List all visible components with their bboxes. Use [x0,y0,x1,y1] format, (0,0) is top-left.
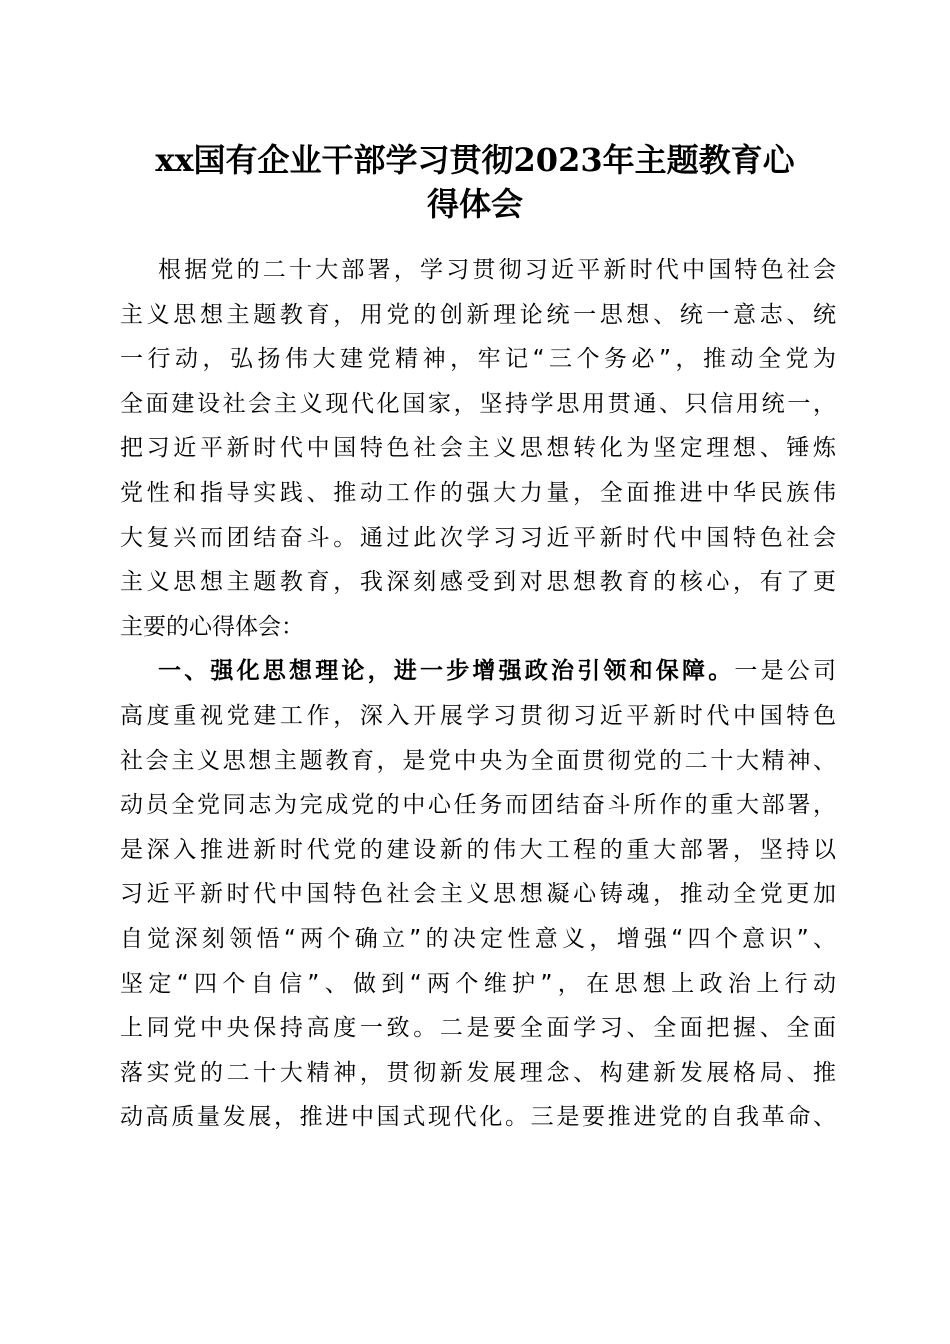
text-line: 是深入推进新时代党的建设新的伟大工程的重大部署，坚持以 [120,836,836,863]
text-line: 高度重视党建工作，深入开展学习贯彻习近平新时代中国特色 [120,702,836,729]
text-line: 上同党中央保持高度一致。二是要全面学习、全面把握、全面 [120,1015,836,1042]
document-body [120,248,836,1140]
paragraph-section-1 [120,649,836,1140]
text-line: 主义思想主题教育，用党的创新理论统一思想、统一意志、统 [120,301,836,328]
section-heading: 一、强化思想理论，进一步增强政治引领和保障。 [158,658,735,685]
text-line: 社会主义思想主题教育，是党中央为全面贯彻党的二十大精神、 [120,747,836,774]
text-line: 党性和指导实践、推动工作的强大力量，全面推进中华民族伟 [120,479,836,506]
text-line: 根据党的二十大部署，学习贯彻习近平新时代中国特色社会 [158,257,836,283]
title-line: xx国有企业干部学习贯彻2023年主题教育心 [155,141,795,179]
text-line: 自觉深刻领悟“两个确立”的决定性意义，增强“四个意识”、 [120,925,836,952]
text-line: 大复兴而团结奋斗。通过此次学习习近平新时代中国特色社会 [120,524,836,551]
text-line: 把习近平新时代中国特色社会主义思想转化为坚定理想、锤炼 [120,435,836,462]
text-line: 坚定“四个自信”、做到“两个维护”，在思想上政治上行动 [120,970,836,997]
paragraph-intro [120,248,836,649]
text-line: 动高质量发展，推进中国式现代化。三是要推进党的自我革命、 [120,1104,836,1131]
document-title [110,138,840,226]
section-first-line [120,649,836,694]
section-heading-rest: 一是公司 [734,658,837,685]
text-line: 落实党的二十大精神，贯彻新发展理念、构建新发展格局、推 [120,1059,836,1086]
text-line: 主要的心得体会： [120,613,304,640]
text-line: 全面建设社会主义现代化国家，坚持学思用贯通、只信用统一， [120,390,836,417]
text-line: 动员全党同志为完成党的中心任务而团结奋斗所作的重大部署， [120,792,836,819]
title-line: 得体会 [426,185,523,223]
text-line: 一行动，弘扬伟大建党精神，牢记“三个务必”，推动全党为 [120,346,836,373]
text-line: 主义思想主题教育，我深刻感受到对思想教育的核心，有了更 [120,569,836,596]
text-line: 习近平新时代中国特色社会主义思想凝心铸魂，推动全党更加 [120,881,836,908]
